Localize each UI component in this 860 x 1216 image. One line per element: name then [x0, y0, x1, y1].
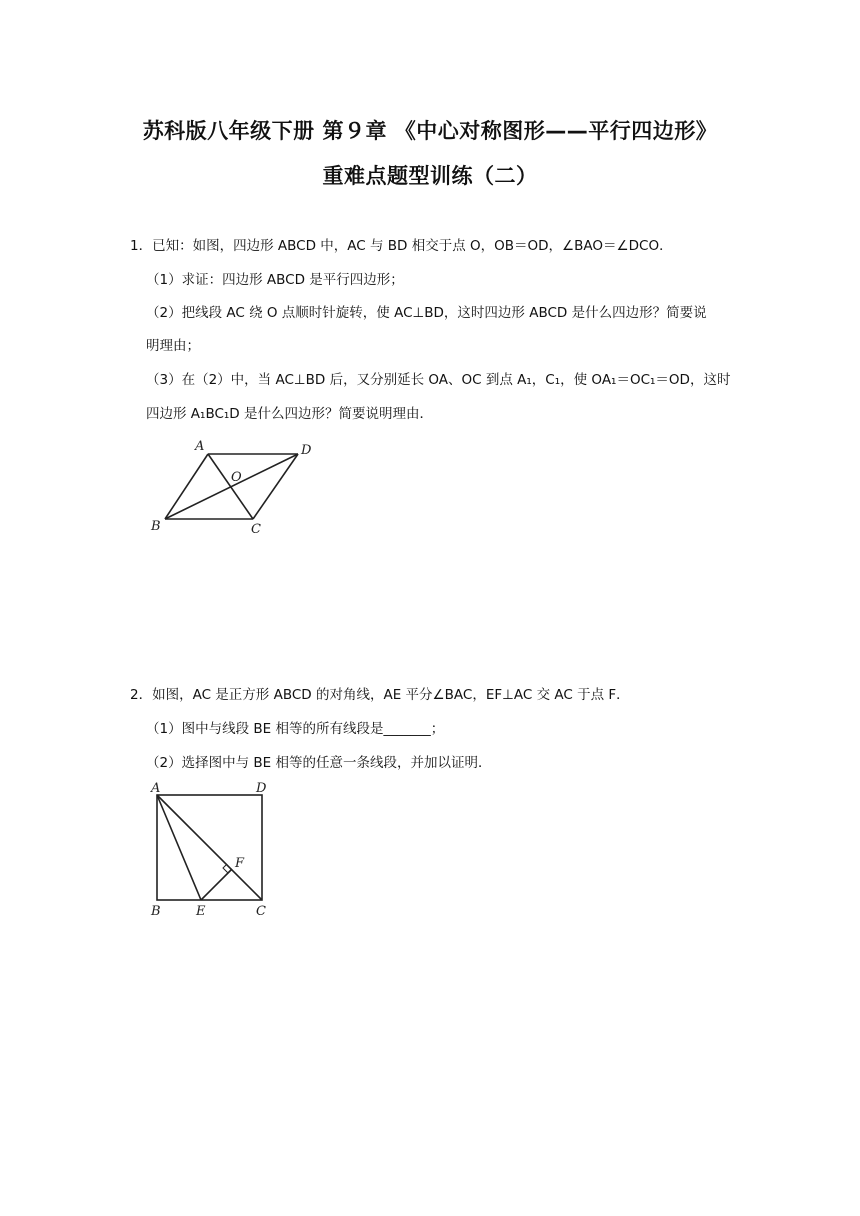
label-a: A	[195, 439, 205, 454]
diagonal-bd	[165, 454, 298, 519]
problem1-figure	[140, 432, 330, 542]
problem2-part2: （2）选择图中与 BE 相等的任意一条线段，并加以证明．	[146, 755, 492, 771]
problem1-part3-line2: 四边形 A₁BC₁D 是什么四边形？简要说明理由．	[146, 406, 433, 422]
diagonal-ac	[157, 795, 262, 900]
label-d: D	[301, 443, 312, 458]
label-d: D	[256, 781, 267, 796]
problem1-number: 1．	[130, 238, 153, 254]
problem1-part2-line1: （2）把线段 AC 绕 O 点顺时针旋转，使 AC⊥BD，这时四边形 ABCD 是什么四边形？简要说	[146, 305, 707, 321]
problem2-stem	[130, 685, 630, 705]
label-f: F	[235, 856, 245, 871]
problem2-number: 2．	[130, 687, 153, 703]
problem1-stem-text: 已知：如图，四边形 ABCD 中，AC 与 BD 相交于点 O，OB＝OD，∠BAO＝∠DCO．	[152, 238, 673, 254]
problem2-figure	[140, 776, 280, 921]
label-e: E	[196, 904, 206, 919]
label-c: C	[256, 904, 266, 919]
document-title-line1: 苏科版八年级下册 第９章 《中心对称图形——平行四边形》	[142, 119, 718, 143]
problem2-stem-text: 如图，AC 是正方形 ABCD 的对角线，AE 平分∠BAC，EF⊥AC 交 AC 于点 F．	[152, 687, 630, 703]
edge-cd	[253, 454, 298, 519]
problem1-part1: （1）求证：四边形 ABCD 是平行四边形；	[146, 272, 404, 288]
label-b: B	[151, 519, 161, 534]
label-c: C	[251, 522, 261, 537]
document-title-line2: 重难点题型训练（二）	[322, 164, 538, 188]
problem2-part1: （1）图中与线段 BE 相等的所有线段是_______；	[146, 721, 445, 737]
problem1-part3-line1: （3）在（2）中，当 AC⊥BD 后，又分别延长 OA、OC 到点 A₁，C₁，使 OA₁＝OC₁＝OD，这时	[146, 372, 731, 388]
label-o: O	[231, 470, 242, 485]
label-a: A	[151, 781, 161, 796]
problem1-stem	[130, 236, 673, 256]
segment-ef	[201, 869, 232, 900]
label-b: B	[151, 904, 161, 919]
segment-ae	[157, 795, 201, 900]
problem1-part2-line2: 明理由；	[146, 338, 200, 354]
